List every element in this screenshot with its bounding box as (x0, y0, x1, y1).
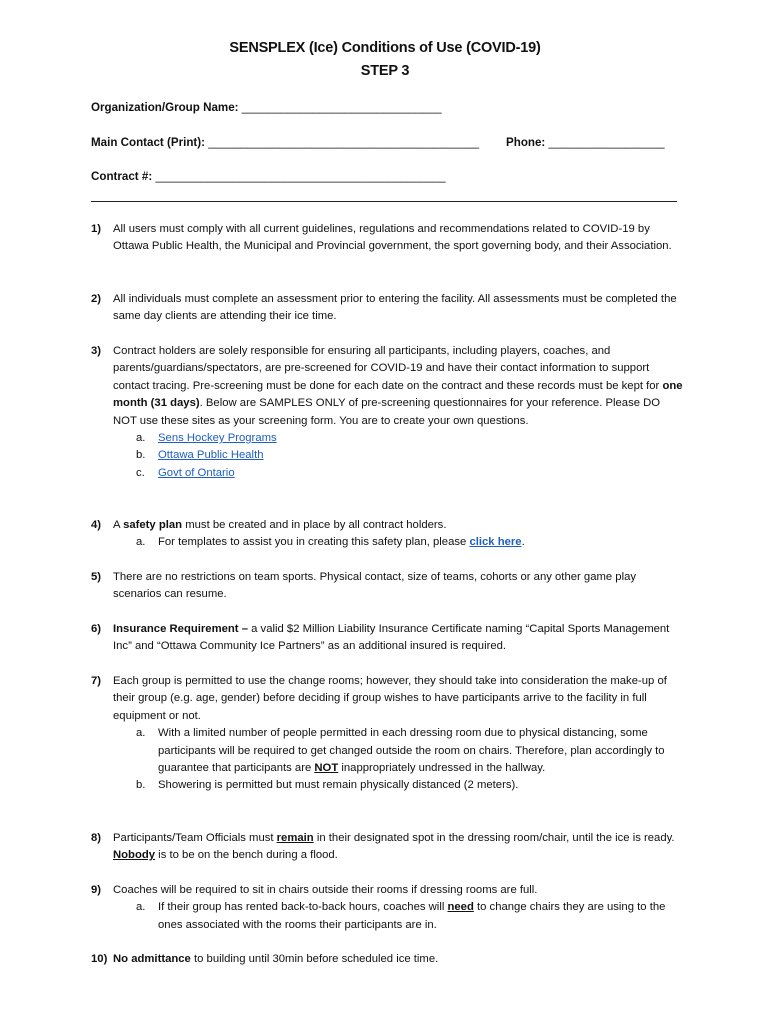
condition-item-6 (91, 621, 683, 656)
list-item: a. If their group has rented back-to-back hours, coaches will need to change chairs they are using to the ones associated with the rooms their participants are in. (136, 901, 666, 931)
item-number: 9) (91, 884, 102, 896)
list-item: c. Govt of Ontario (136, 466, 235, 479)
condition-item-10 (91, 951, 683, 968)
step-heading: STEP 3 (360, 63, 410, 79)
item-number: 3) (91, 345, 102, 357)
phone-label: Phone: (506, 136, 546, 149)
org-name-label: Organization/Group Name: (91, 101, 239, 114)
condition-item-9 (91, 882, 683, 934)
bold-text: one month (31 days) (113, 379, 683, 410)
list-item: a. For templates to assist you in creating this safety plan, please click here. (136, 536, 525, 549)
list-item: b. Ottawa Public Health (136, 449, 264, 462)
item-text: All individuals must complete an assessment prior to entering the facility. All assessments must be completed the same day clients are attending their ice time. (113, 293, 677, 323)
condition-item-1 (91, 221, 683, 256)
phone-blank[interactable]: __________________ (548, 136, 665, 149)
condition-item-2 (91, 291, 683, 326)
item-number: 10) (91, 953, 108, 965)
document-title: SENSPLEX (Ice) Conditions of Use (COVID-19) (229, 40, 541, 56)
list-item: a. With a limited number of people permitted in each dressing room due to physical distancing, some participants will be required to get changed outside the room on chairs. Therefore, plan accordingly to guarantee that participants are NOT inappropriately undressed in the hallway. (136, 727, 665, 775)
main-contact-label: Main Contact (Print): (91, 136, 205, 149)
item-text: No admittance to building until 30min before scheduled ice time. (113, 953, 439, 965)
contract-number-blank[interactable]: _____________________________________________ (155, 170, 446, 183)
contract-number-label: Contract #: (91, 170, 153, 183)
condition-item-5 (91, 569, 683, 604)
item-number: 8) (91, 832, 102, 844)
contract-number-field[interactable] (91, 170, 446, 183)
condition-item-3 (91, 343, 683, 482)
item-number: 4) (91, 519, 102, 531)
item-number: 6) (91, 623, 102, 635)
org-name-field[interactable] (91, 101, 442, 114)
condition-item-4 (91, 517, 683, 552)
list-item: b. Showering is permitted but must remain physically distanced (2 meters). (136, 779, 519, 792)
main-contact-field[interactable] (91, 136, 479, 149)
item-text: Coaches will be required to sit in chairs outside their rooms if dressing rooms are full. (113, 884, 538, 896)
item-text: Insurance Requirement – a valid $2 Million Liability Insurance Certificate naming “Capital Sports Management Inc” and “Ottawa Community Ice Partners” as an additional insured is required. (113, 623, 670, 653)
phone-field[interactable] (506, 136, 665, 149)
govt-of-ontario-link[interactable]: Govt of Ontario (158, 466, 235, 479)
condition-item-7 (91, 673, 683, 795)
org-name-blank[interactable]: _______________________________ (241, 101, 442, 114)
item-text: Participants/Team Officials must remain in their designated spot in the dressing room/chair, until the ice is ready. Nobody is to be on the bench during a flood. (113, 832, 675, 862)
item-number: 1) (91, 223, 102, 235)
item-number: 7) (91, 675, 102, 687)
item-text: A safety plan must be created and in place by all contract holders. (113, 519, 447, 531)
item-number: 2) (91, 293, 102, 305)
item-number: 5) (91, 571, 102, 583)
item-text: Each group is permitted to use the change rooms; however, they should take into consideration the make-up of their group (e.g. age, gender) before deciding if group wishes to have participants arrive to the facility in full equipment or not. (113, 675, 667, 722)
sens-hockey-programs-link[interactable]: Sens Hockey Programs (158, 432, 277, 445)
click-here-link[interactable]: click here (469, 536, 522, 549)
header-divider (91, 201, 677, 202)
condition-item-8 (91, 830, 683, 865)
item-text: All users must comply with all current guidelines, regulations and recommendations related to COVID-19 by Ottawa Public Health, the Municipal and Provincial government, the sport governing body, and their Association. (113, 223, 672, 253)
main-contact-blank[interactable]: __________________________________________ (208, 136, 480, 149)
ottawa-public-health-link[interactable]: Ottawa Public Health (158, 449, 264, 462)
list-item: a. Sens Hockey Programs (136, 432, 277, 445)
item-text: Contract holders are solely responsible for ensuring all participants, including players, coaches, and parents/guardians/spectators, are pre-screened for COVID-19 and have their contact information to support contact tracing. Pre-screening must be done for each date on the contract and these records must be kept for one month (31 days). Below are SAMPLES ONLY of pre-screening questionnaires for your reference. Please DO NOT use these sites as your screening form. You are to create your own questions. (113, 345, 683, 427)
item-text: There are no restrictions on team sports. Physical contact, size of teams, cohorts or any other game play scenarios can resume. (113, 571, 637, 601)
